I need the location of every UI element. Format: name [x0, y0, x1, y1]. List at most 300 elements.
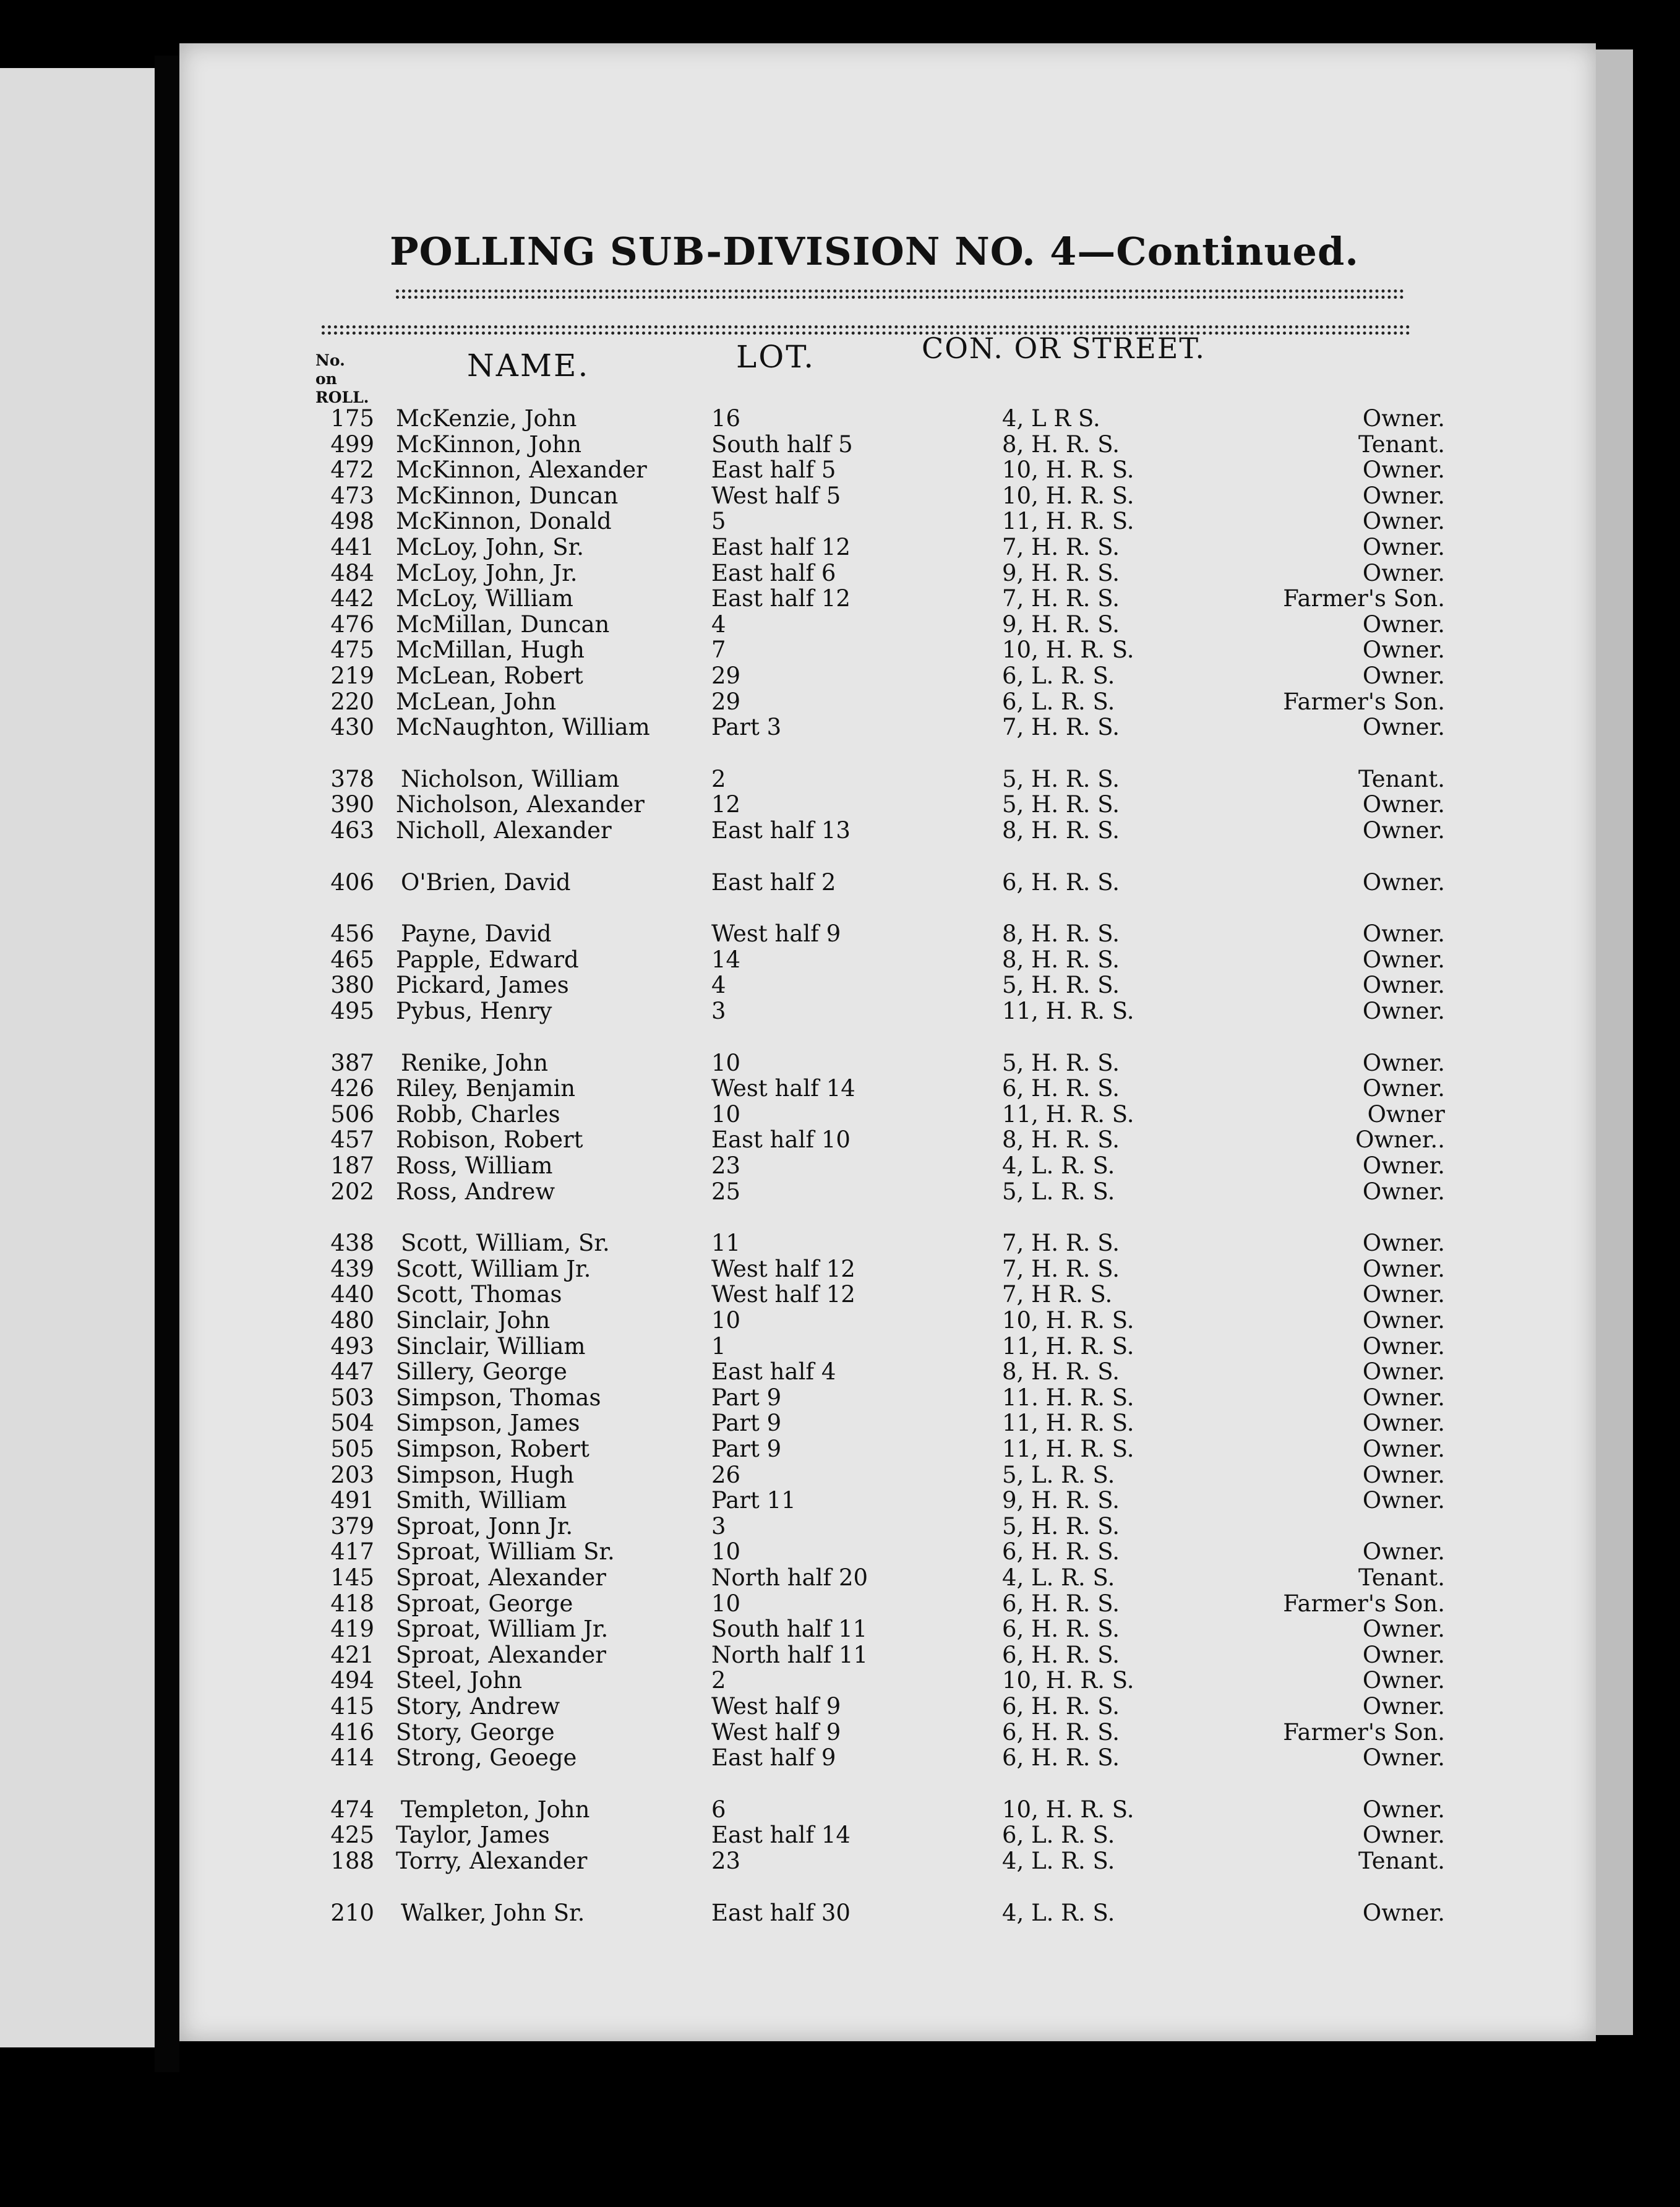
concession-cell: 11, H. R. S.	[1002, 1410, 1134, 1436]
roll-number: 145	[330, 1564, 374, 1591]
table-row	[0, 1410, 1680, 1434]
roll-number: 475	[330, 636, 374, 663]
table-row	[0, 1256, 1680, 1280]
status-cell: Owner.	[1362, 1178, 1445, 1205]
status-cell: Owner.	[1362, 1436, 1445, 1462]
voter-name: Pickard, James	[396, 972, 569, 998]
lot-cell: 14	[711, 946, 741, 973]
table-row	[0, 1230, 1680, 1254]
table-row	[0, 1050, 1680, 1074]
lot-cell: West half 14	[711, 1075, 855, 1102]
concession-cell: 5, L. R. S.	[1002, 1178, 1115, 1205]
voter-name: McLean, Robert	[396, 662, 583, 689]
concession-cell: 6, L. R. S.	[1002, 1822, 1115, 1848]
roll-number: 495	[330, 998, 374, 1024]
lot-cell: East half 6	[711, 560, 836, 586]
table-row	[0, 1513, 1680, 1538]
concession-cell: 5, L. R. S.	[1002, 1462, 1115, 1488]
roll-number: 414	[330, 1744, 374, 1771]
table-row	[0, 585, 1680, 610]
column-header-roll: No. on ROLL.	[315, 351, 369, 406]
voter-name: O'Brien, David	[401, 869, 571, 896]
concession-cell: 8, H. R. S.	[1002, 1358, 1120, 1385]
voter-name: Simpson, Robert	[396, 1436, 589, 1462]
concession-cell: 8, H. R. S.	[1002, 920, 1120, 947]
voter-name: McLoy, John, Jr.	[396, 560, 578, 586]
concession-cell: 10, H. R. S.	[1002, 1796, 1134, 1823]
concession-cell: 10, H. R. S.	[1002, 456, 1134, 483]
voter-name: Ross, William	[396, 1152, 553, 1179]
lot-cell: Part 9	[711, 1410, 782, 1436]
voter-name: Taylor, James	[396, 1822, 550, 1848]
roll-number: 442	[330, 585, 374, 612]
voter-name: McKenzie, John	[396, 405, 577, 432]
lot-cell: Part 11	[711, 1487, 796, 1514]
concession-cell: 8, H. R. S.	[1002, 431, 1120, 458]
concession-cell: 4, L. R. S.	[1002, 1152, 1115, 1179]
concession-cell: 6, L. R. S.	[1002, 688, 1115, 715]
voter-name: Riley, Benjamin	[396, 1075, 576, 1102]
status-cell: Owner.	[1362, 1358, 1445, 1385]
lot-cell: West half 12	[711, 1256, 855, 1282]
concession-cell: 10, H. R. S.	[1002, 1667, 1134, 1694]
voter-name: Sproat, Alexander	[396, 1564, 606, 1591]
voter-name: Papple, Edward	[396, 946, 579, 973]
voter-name: McMillan, Hugh	[396, 636, 585, 663]
status-cell: Owner.	[1362, 869, 1445, 896]
status-cell: Owner.	[1362, 920, 1445, 947]
table-row	[0, 1281, 1680, 1306]
table-row	[0, 1564, 1680, 1589]
voter-name: Simpson, Thomas	[396, 1384, 601, 1411]
voter-name: Renike, John	[401, 1050, 549, 1076]
concession-cell: 6, H. R. S.	[1002, 1693, 1120, 1720]
table-row	[0, 869, 1680, 894]
voter-name: Sproat, William Jr.	[396, 1616, 609, 1642]
roll-number: 380	[330, 972, 374, 998]
roll-number: 493	[330, 1333, 374, 1360]
roll-number: 503	[330, 1384, 374, 1411]
lot-cell: West half 9	[711, 920, 841, 947]
lot-cell: West half 5	[711, 482, 841, 509]
voter-name: Steel, John	[396, 1667, 523, 1694]
lot-cell: North half 11	[711, 1642, 868, 1668]
voter-name: Sproat, Jonn Jr.	[396, 1513, 573, 1540]
voter-name: McKinnon, John	[396, 431, 582, 458]
roll-number: 202	[330, 1178, 374, 1205]
status-cell: Owner.	[1362, 1307, 1445, 1334]
table-row	[0, 1384, 1680, 1409]
table-row	[0, 1462, 1680, 1486]
lot-cell: 11	[711, 1230, 741, 1256]
roll-number: 421	[330, 1642, 374, 1668]
lot-cell: East half 5	[711, 456, 836, 483]
table-row	[0, 431, 1680, 456]
column-header-con: CON. OR STREET.	[922, 332, 1206, 365]
roll-number: 426	[330, 1075, 374, 1102]
concession-cell: 6, H. R. S.	[1002, 1075, 1120, 1102]
table-row	[0, 1900, 1680, 1924]
lot-cell: West half 9	[711, 1719, 841, 1746]
roll-number: 379	[330, 1513, 374, 1540]
lot-cell: 1	[711, 1333, 726, 1360]
status-cell: Owner.	[1362, 1462, 1445, 1488]
table-row	[0, 817, 1680, 842]
voter-name: McNaughton, William	[396, 714, 650, 740]
lot-cell: North half 20	[711, 1564, 868, 1591]
lot-cell: 10	[711, 1538, 741, 1565]
table-row	[0, 1822, 1680, 1846]
lot-cell: 26	[711, 1462, 741, 1488]
concession-cell: 6, H. R. S.	[1002, 1719, 1120, 1746]
roll-number: 476	[330, 611, 374, 638]
table-row	[0, 1848, 1680, 1872]
concession-cell: 6, H. R. S.	[1002, 1744, 1120, 1771]
roll-number: 457	[330, 1126, 374, 1153]
concession-cell: 6, H. R. S.	[1002, 1616, 1120, 1642]
concession-cell: 7, H R. S.	[1002, 1281, 1113, 1308]
status-cell: Tenant.	[1358, 1564, 1445, 1591]
table-row	[0, 1101, 1680, 1126]
status-cell: Owner.	[1362, 1152, 1445, 1179]
lot-cell: 4	[711, 972, 726, 998]
lot-cell: South half 5	[711, 431, 853, 458]
status-cell: Owner..	[1355, 1126, 1445, 1153]
table-row	[0, 1126, 1680, 1151]
roll-number: 387	[330, 1050, 374, 1076]
concession-cell: 9, H. R. S.	[1002, 611, 1120, 638]
lot-cell: 10	[711, 1101, 741, 1128]
status-cell: Owner.	[1362, 636, 1445, 663]
lot-cell: Part 9	[711, 1436, 782, 1462]
concession-cell: 7, H. R. S.	[1002, 1230, 1120, 1256]
roll-number: 506	[330, 1101, 374, 1128]
voter-name: Robison, Robert	[396, 1126, 583, 1153]
table-row	[0, 1667, 1680, 1692]
roll-number: 441	[330, 534, 374, 560]
lot-cell: 23	[711, 1848, 741, 1874]
status-cell: Owner.	[1362, 1281, 1445, 1308]
roll-number: 378	[330, 766, 374, 792]
status-cell: Owner.	[1362, 1796, 1445, 1823]
lot-cell: East half 12	[711, 585, 851, 612]
voter-name: Sproat, William Sr.	[396, 1538, 615, 1565]
roll-number: 505	[330, 1436, 374, 1462]
concession-cell: 11, H. R. S.	[1002, 1436, 1134, 1462]
table-row	[0, 688, 1680, 713]
voter-name: Sinclair, John	[396, 1307, 551, 1334]
lot-cell: 29	[711, 662, 741, 689]
status-cell: Owner.	[1362, 456, 1445, 483]
roll-number: 465	[330, 946, 374, 973]
table-row	[0, 482, 1680, 507]
table-row	[0, 766, 1680, 791]
concession-cell: 5, H. R. S.	[1002, 766, 1120, 792]
status-cell: Owner.	[1362, 1642, 1445, 1668]
concession-cell: 10, H. R. S.	[1002, 636, 1134, 663]
voter-name: Scott, William Jr.	[396, 1256, 591, 1282]
concession-cell: 4, L. R. S.	[1002, 1900, 1115, 1926]
concession-cell: 9, H. R. S.	[1002, 560, 1120, 586]
voter-name: Sproat, George	[396, 1590, 573, 1617]
concession-cell: 9, H. R. S.	[1002, 1487, 1120, 1514]
roll-number: 463	[330, 817, 374, 844]
lot-cell: East half 9	[711, 1744, 836, 1771]
status-cell: Owner.	[1362, 1616, 1445, 1642]
status-cell: Owner.	[1362, 1538, 1445, 1565]
status-cell: Owner.	[1362, 1487, 1445, 1514]
status-cell: Farmer's Son.	[1283, 1719, 1445, 1746]
table-row	[0, 920, 1680, 945]
lot-cell: 10	[711, 1307, 741, 1334]
table-row	[0, 1744, 1680, 1769]
lot-cell: Part 9	[711, 1384, 782, 1411]
voter-name: Nicholson, Alexander	[396, 791, 645, 818]
status-cell: Tenant.	[1358, 766, 1445, 792]
roll-number: 203	[330, 1462, 374, 1488]
concession-cell: 5, H. R. S.	[1002, 791, 1120, 818]
status-cell: Owner.	[1362, 1900, 1445, 1926]
status-cell: Tenant.	[1358, 431, 1445, 458]
concession-cell: 10, H. R. S.	[1002, 482, 1134, 509]
roll-number: 440	[330, 1281, 374, 1308]
concession-cell: 6, H. R. S.	[1002, 1538, 1120, 1565]
concession-cell: 8, H. R. S.	[1002, 946, 1120, 973]
concession-cell: 6, H. R. S.	[1002, 869, 1120, 896]
column-header-lot: LOT.	[736, 339, 816, 375]
roll-number: 474	[330, 1796, 374, 1823]
lot-cell: West half 9	[711, 1693, 841, 1720]
voter-name: McLoy, John, Sr.	[396, 534, 584, 560]
table-row	[0, 508, 1680, 533]
lot-cell: West half 12	[711, 1281, 855, 1308]
status-cell: Owner.	[1362, 560, 1445, 586]
status-cell: Owner.	[1362, 1384, 1445, 1411]
roll-number: 494	[330, 1667, 374, 1694]
table-row	[0, 1642, 1680, 1666]
lot-cell: 6	[711, 1796, 726, 1823]
voter-name: Strong, Geoege	[396, 1744, 577, 1771]
concession-cell: 4, L. R. S.	[1002, 1564, 1115, 1591]
voter-name: Sinclair, William	[396, 1333, 586, 1360]
voter-name: Ross, Andrew	[396, 1178, 555, 1205]
concession-cell: 7, H. R. S.	[1002, 585, 1120, 612]
lot-cell: East half 30	[711, 1900, 851, 1926]
table-row	[0, 946, 1680, 971]
table-row	[0, 662, 1680, 687]
roll-number: 417	[330, 1538, 374, 1565]
table-row	[0, 972, 1680, 996]
table-row	[0, 714, 1680, 739]
voter-name: Nicholson, William	[401, 766, 620, 792]
lot-cell: 10	[711, 1590, 741, 1617]
status-cell: Owner	[1367, 1101, 1445, 1128]
table-row	[0, 791, 1680, 816]
status-cell: Owner.	[1362, 1822, 1445, 1848]
lot-cell: 10	[711, 1050, 741, 1076]
concession-cell: 11, H. R. S.	[1002, 508, 1134, 534]
page-heading: POLLING SUB-DIVISION NO. 4—Continued.	[390, 229, 1359, 274]
status-cell: Farmer's Son.	[1283, 585, 1445, 612]
concession-cell: 11, H. R. S.	[1002, 1333, 1134, 1360]
table-row	[0, 1333, 1680, 1358]
table-row	[0, 1616, 1680, 1640]
lot-cell: 3	[711, 998, 726, 1024]
voter-name: McLoy, William	[396, 585, 573, 612]
roll-number: 425	[330, 1822, 374, 1848]
table-row	[0, 611, 1680, 636]
status-cell: Tenant.	[1358, 1848, 1445, 1874]
table-row	[0, 1178, 1680, 1203]
roll-number: 210	[330, 1900, 374, 1926]
concession-cell: 5, H. R. S.	[1002, 1513, 1120, 1540]
voter-name: Sillery, George	[396, 1358, 567, 1385]
table-row	[0, 636, 1680, 661]
table-row	[0, 1152, 1680, 1177]
concession-cell: 4, L. R. S.	[1002, 1848, 1115, 1874]
lot-cell: East half 2	[711, 869, 836, 896]
lot-cell: 12	[711, 791, 741, 818]
lot-cell: East half 14	[711, 1822, 851, 1848]
roll-number: 416	[330, 1719, 374, 1746]
roll-number: 406	[330, 869, 374, 896]
roll-number: 219	[330, 662, 374, 689]
roll-number: 438	[330, 1230, 374, 1256]
concession-cell: 6, H. R. S.	[1002, 1590, 1120, 1617]
roll-number: 390	[330, 791, 374, 818]
voter-name: McLean, John	[396, 688, 557, 715]
lot-cell: 23	[711, 1152, 741, 1179]
lot-cell: East half 4	[711, 1358, 836, 1385]
voter-name: Walker, John Sr.	[401, 1900, 585, 1926]
roll-number: 415	[330, 1693, 374, 1720]
lot-cell: 29	[711, 688, 741, 715]
roll-number: 447	[330, 1358, 374, 1385]
roll-number: 456	[330, 920, 374, 947]
status-cell: Owner.	[1362, 791, 1445, 818]
concession-cell: 5, H. R. S.	[1002, 1050, 1120, 1076]
status-cell: Owner.	[1362, 508, 1445, 534]
lot-cell: 4	[711, 611, 726, 638]
roll-number: 418	[330, 1590, 374, 1617]
status-cell: Owner.	[1362, 1256, 1445, 1282]
lot-cell: Part 3	[711, 714, 782, 740]
roll-number: 498	[330, 508, 374, 534]
roll-number: 472	[330, 456, 374, 483]
voter-name: Simpson, Hugh	[396, 1462, 575, 1488]
table-row	[0, 1487, 1680, 1512]
status-cell: Owner.	[1362, 1744, 1445, 1771]
concession-cell: 11, H. R. S.	[1002, 998, 1134, 1024]
lot-cell: 2	[711, 766, 726, 792]
voter-name: Scott, Thomas	[396, 1281, 562, 1308]
status-cell: Owner.	[1362, 534, 1445, 560]
concession-cell: 7, H. R. S.	[1002, 714, 1120, 740]
voter-name: Story, George	[396, 1719, 555, 1746]
status-cell: Owner.	[1362, 1333, 1445, 1360]
roll-number: 187	[330, 1152, 374, 1179]
roll-number: 439	[330, 1256, 374, 1282]
roll-number: 484	[330, 560, 374, 586]
lot-cell: 7	[711, 636, 726, 663]
status-cell: Owner.	[1362, 714, 1445, 740]
table-row	[0, 1075, 1680, 1100]
concession-cell: 10, H. R. S.	[1002, 1307, 1134, 1334]
concession-cell: 5, H. R. S.	[1002, 972, 1120, 998]
status-cell: Farmer's Son.	[1283, 688, 1445, 715]
voter-name: Story, Andrew	[396, 1693, 560, 1720]
lot-cell: 3	[711, 1513, 726, 1540]
column-header-name: NAME.	[467, 348, 590, 384]
status-cell: Owner.	[1362, 1693, 1445, 1720]
roll-number: 188	[330, 1848, 374, 1874]
roll-number: 499	[330, 431, 374, 458]
voter-name: Smith, William	[396, 1487, 567, 1514]
voter-name: Torry, Alexander	[396, 1848, 588, 1874]
voter-name: Payne, David	[401, 920, 552, 947]
lot-cell: 16	[711, 405, 741, 432]
roll-number: 220	[330, 688, 374, 715]
lot-cell: 5	[711, 508, 726, 534]
concession-cell: 6, H. R. S.	[1002, 1642, 1120, 1668]
lot-cell: East half 13	[711, 817, 851, 844]
concession-cell: 8, H. R. S.	[1002, 817, 1120, 844]
roll-number: 473	[330, 482, 374, 509]
table-row	[0, 456, 1680, 481]
voter-name: Sproat, Alexander	[396, 1642, 606, 1668]
status-cell: Owner.	[1362, 946, 1445, 973]
table-row	[0, 1796, 1680, 1821]
status-cell: Owner.	[1362, 972, 1445, 998]
lot-cell: 25	[711, 1178, 741, 1205]
status-cell: Farmer's Son.	[1283, 1590, 1445, 1617]
voter-name: McKinnon, Donald	[396, 508, 612, 534]
voter-name: McMillan, Duncan	[396, 611, 610, 638]
status-cell: Owner.	[1362, 1410, 1445, 1436]
concession-cell: 8, H. R. S.	[1002, 1126, 1120, 1153]
concession-cell: 6, L. R. S.	[1002, 662, 1115, 689]
status-cell: Owner.	[1362, 1667, 1445, 1694]
status-cell: Owner.	[1362, 1075, 1445, 1102]
table-row	[0, 1358, 1680, 1383]
concession-cell: 4, L R S.	[1002, 405, 1100, 432]
table-row	[0, 1538, 1680, 1563]
concession-cell: 11. H. R. S.	[1002, 1384, 1134, 1411]
roll-number: 480	[330, 1307, 374, 1334]
table-row	[0, 1719, 1680, 1744]
voter-name: Scott, William, Sr.	[401, 1230, 610, 1256]
voter-name: Templeton, John	[401, 1796, 590, 1823]
lot-cell: East half 10	[711, 1126, 851, 1153]
table-row	[0, 1307, 1680, 1332]
voter-name: Simpson, James	[396, 1410, 580, 1436]
roll-number: 504	[330, 1410, 374, 1436]
voter-name: McKinnon, Duncan	[396, 482, 619, 509]
status-cell: Owner.	[1362, 611, 1445, 638]
table-row	[0, 998, 1680, 1022]
table-row	[0, 534, 1680, 559]
status-cell: Owner.	[1362, 817, 1445, 844]
roll-number: 430	[330, 714, 374, 740]
concession-cell: 11, H. R. S.	[1002, 1101, 1134, 1128]
table-row	[0, 560, 1680, 585]
concession-cell: 7, H. R. S.	[1002, 534, 1120, 560]
status-cell: Owner.	[1362, 662, 1445, 689]
status-cell: Owner.	[1362, 405, 1445, 432]
table-row	[0, 1436, 1680, 1460]
concession-cell: 7, H. R. S.	[1002, 1256, 1120, 1282]
status-cell: Owner.	[1362, 1050, 1445, 1076]
